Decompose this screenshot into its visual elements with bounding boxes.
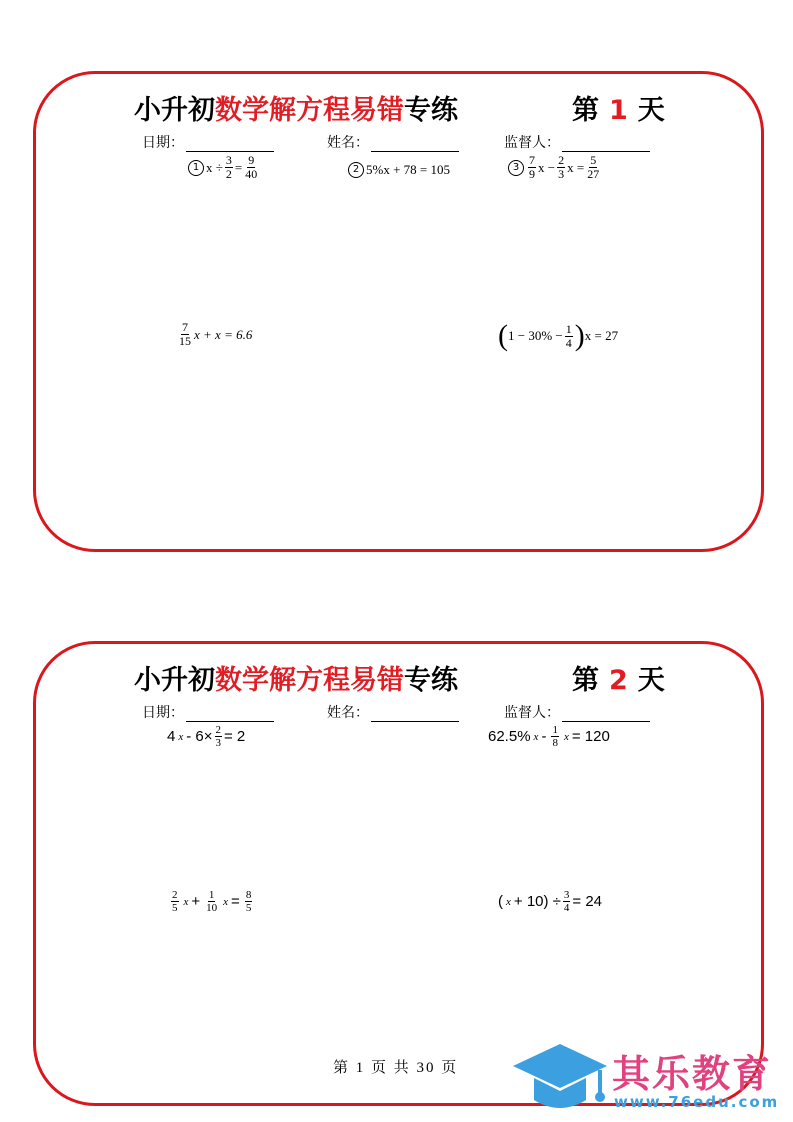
- worksheet-day-1: [33, 71, 764, 552]
- equation-2: 2 5%x + 78 = 105: [348, 162, 450, 178]
- name-field[interactable]: 姓名：: [327, 132, 459, 152]
- equation-2: 62.5% x - $\frac{1}{8}$ x = 120: [488, 724, 610, 749]
- graduation-cap-icon: [510, 1042, 610, 1114]
- date-field[interactable]: 日期：: [142, 132, 274, 152]
- worksheet-day-2: [33, 641, 764, 1106]
- equation-3: $\frac{2}{5}$ x + $\frac{1}{10}$ x = $\frac{8}{5}$: [172, 889, 252, 914]
- brand-url: www.76edu.com: [614, 1093, 780, 1111]
- equation-1: 1 x ÷ $\frac{3}{2}$ = $\frac{9}{40}$: [188, 154, 260, 181]
- equation-4: $\frac{7}{15}$ x + x = 6.6: [179, 320, 253, 348]
- equation-5: ( 1 − 30% − $\frac{1}{4}$ ) x = 27: [498, 319, 619, 352]
- day-label: 第 2 天: [572, 665, 665, 696]
- worksheet-title: 小升初数学解方程易错专练: [134, 665, 458, 696]
- name-field[interactable]: 姓名：: [327, 702, 459, 722]
- equation-1: 4 x - 6× $\frac{2}{3}$ = 2: [167, 724, 246, 749]
- equation-3: 3 $\frac{7}{9}$ x − $\frac{2}{3}$ x = $\frac{5}{27}$: [508, 154, 602, 181]
- worksheet-title: 小升初数学解方程易错专练: [134, 95, 458, 126]
- day-label: 第 1 天: [572, 95, 665, 126]
- equation-4: ( x + 10) ÷ $\frac{3}{4}$ = 24: [498, 889, 603, 914]
- supervisor-field[interactable]: 监督人：: [504, 702, 650, 722]
- supervisor-field[interactable]: 监督人：: [504, 132, 650, 152]
- brand-logo-text: 其乐教育: [612, 1052, 773, 1096]
- date-field[interactable]: 日期：: [142, 702, 274, 722]
- page-footer: 第 1 页 共 30 页: [333, 1060, 459, 1076]
